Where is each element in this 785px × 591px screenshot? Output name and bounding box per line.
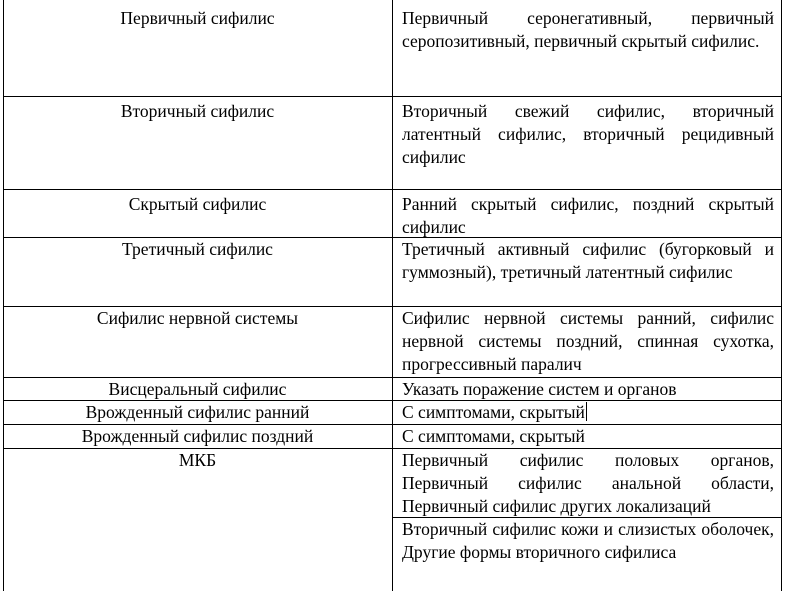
row-5-category: Сифилис нервной системы xyxy=(96,308,299,328)
row-6-category: Висцеральный сифилис xyxy=(108,379,287,399)
row-7-category: Врожденный сифилис ранний xyxy=(85,402,310,422)
row-9-details: Первичный сифилис половых органов, Первичный сифилис анальной области, Первичный сифилис других локализаций xyxy=(402,450,774,516)
row-5-details: Сифилис нервной системы ранний, сифилис нервной системы поздний, спинная сухотка, прогрессивный паралич xyxy=(402,308,774,374)
row-2-details: Вторичный свежий сифилис, вторичный латентный сифилис, вторичный рецидивный сифилис xyxy=(402,101,774,167)
row-8-details: С симптомами, скрытый xyxy=(402,426,585,446)
row-6-details: Указать поражение систем и органов xyxy=(402,379,677,399)
row-8-category: Врожденный сифилис поздний xyxy=(81,426,314,446)
row-4-category: Третичный сифилис xyxy=(122,239,273,259)
row-10-details: Вторичный сифилис кожи и слизистых оболочек, Другие формы вторичного сифилиса xyxy=(402,519,774,562)
row-1-details: Первичный серонегативный, первичный серопозитивный, первичный скрытый сифилис. xyxy=(402,8,774,51)
text-cursor-caret xyxy=(586,402,587,421)
row-2-category: Вторичный сифилис xyxy=(120,101,275,121)
row-4-details: Третичный активный сифилис (бугорковый и гуммозный), третичный латентный сифилис xyxy=(402,239,774,282)
row-7-details: С симптомами, скрытый xyxy=(402,402,585,422)
row-3-details: Ранний скрытый сифилис, поздний скрытый сифилис xyxy=(402,194,774,237)
row-1-category: Первичный сифилис xyxy=(120,8,275,28)
row-7-details-wrap[interactable] xyxy=(402,399,774,424)
row-3-category: Скрытый сифилис xyxy=(128,194,267,214)
row-9-category: МКБ xyxy=(178,450,217,470)
